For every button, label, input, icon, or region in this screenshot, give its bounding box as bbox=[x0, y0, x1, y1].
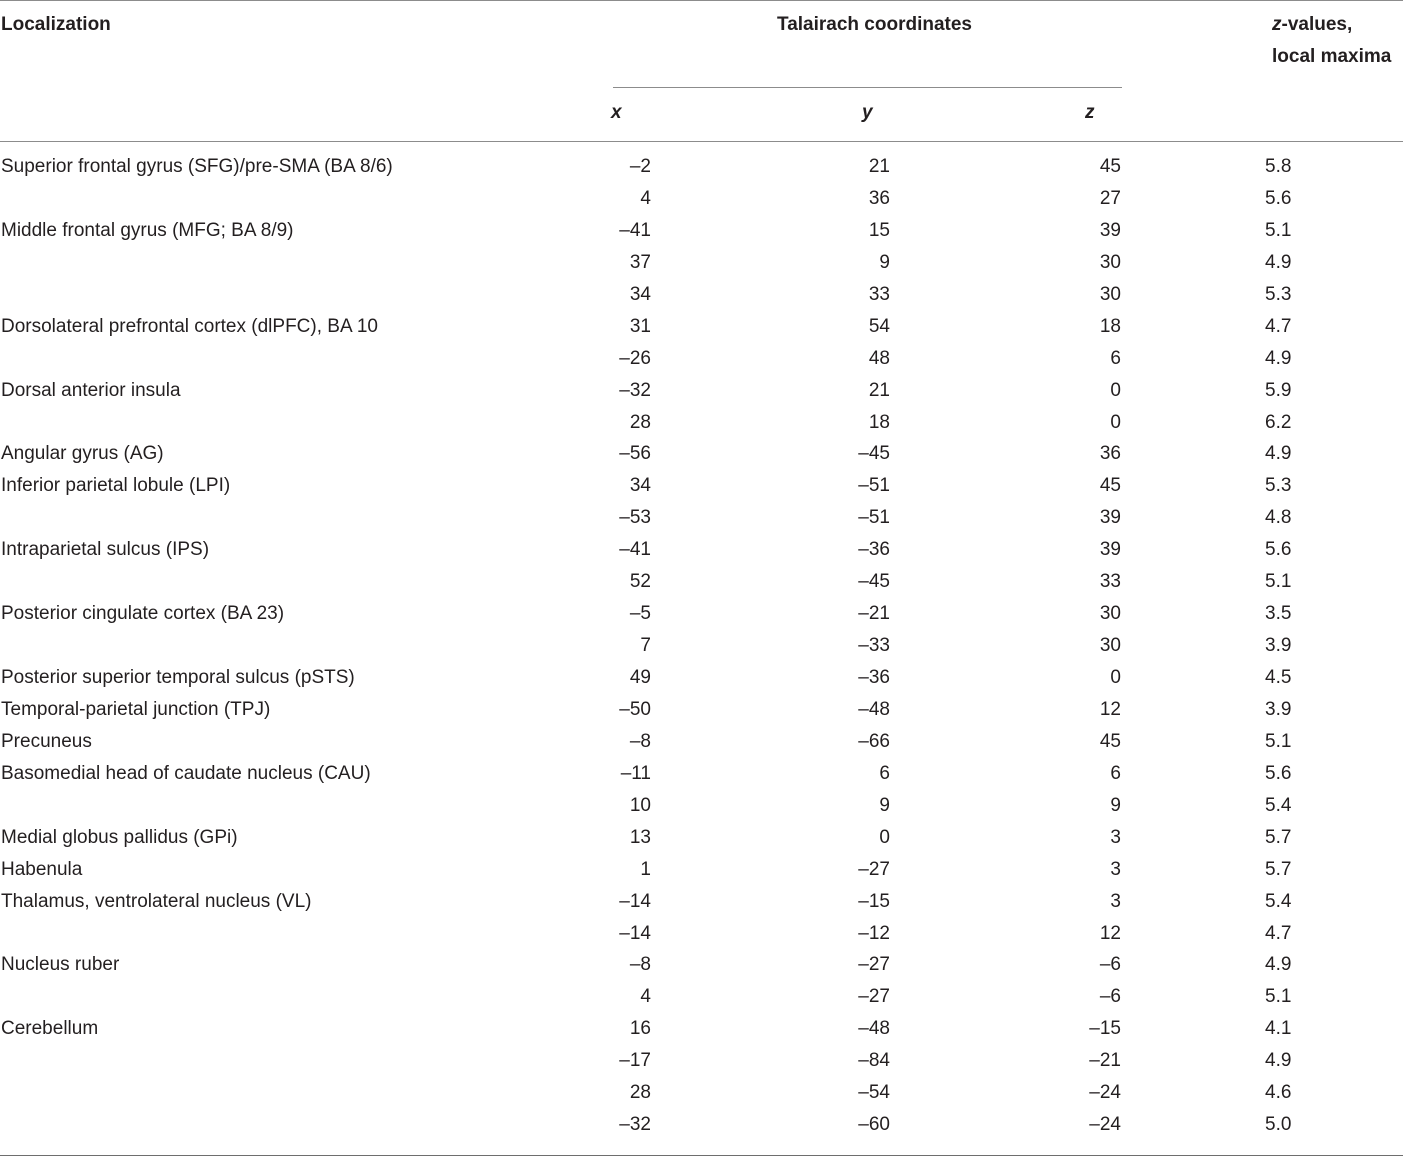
table-row bbox=[0, 470, 1403, 502]
cell-y: –27 bbox=[858, 858, 890, 880]
table-row bbox=[0, 1077, 1403, 1109]
table-row bbox=[0, 407, 1403, 439]
table-row bbox=[0, 279, 1403, 311]
cell-x: 37 bbox=[629, 251, 651, 273]
cell-y: –27 bbox=[858, 954, 890, 976]
cell-localization: Angular gyrus (AG) bbox=[1, 443, 164, 465]
table-row bbox=[0, 981, 1403, 1013]
table-row bbox=[0, 662, 1403, 694]
cell-z: 39 bbox=[1099, 539, 1121, 561]
cell-z-value: 5.9 bbox=[1265, 379, 1292, 401]
cell-z-value: 6.2 bbox=[1265, 411, 1292, 433]
cell-localization: Precuneus bbox=[1, 730, 92, 752]
cell-z-value: 5.6 bbox=[1265, 539, 1292, 561]
cell-y: 48 bbox=[868, 347, 890, 369]
header-localization: Localization bbox=[1, 14, 111, 35]
cell-z: 3 bbox=[1110, 890, 1121, 912]
cell-x: 49 bbox=[629, 667, 651, 688]
cell-x: 4 bbox=[640, 986, 651, 1008]
cell-x: 7 bbox=[640, 635, 651, 657]
cell-x: –50 bbox=[619, 698, 651, 720]
cell-x: –14 bbox=[619, 890, 651, 912]
cell-x: –8 bbox=[629, 730, 651, 752]
table-row bbox=[0, 918, 1403, 950]
cell-z-value: 5.4 bbox=[1265, 794, 1292, 816]
header-z-values-rest: -values, bbox=[1281, 14, 1353, 35]
cell-z-value: 4.7 bbox=[1265, 922, 1292, 944]
cell-x: –32 bbox=[619, 1114, 651, 1136]
cell-z: 12 bbox=[1099, 698, 1121, 720]
cell-z: –24 bbox=[1089, 1082, 1121, 1104]
cell-z-value: 5.0 bbox=[1265, 1114, 1292, 1136]
cell-x: 28 bbox=[629, 1082, 651, 1104]
table-row bbox=[0, 949, 1403, 981]
cell-y: 0 bbox=[879, 826, 890, 848]
cell-y: –36 bbox=[858, 667, 890, 688]
cell-y: 6 bbox=[879, 762, 890, 784]
cell-x: 4 bbox=[640, 187, 651, 209]
cell-y: 33 bbox=[868, 283, 890, 305]
cell-x: 10 bbox=[629, 794, 651, 816]
table-row bbox=[0, 534, 1403, 566]
cell-x: –2 bbox=[629, 156, 651, 177]
cell-z: 27 bbox=[1099, 187, 1121, 209]
header-z-values-line2: local maxima bbox=[1272, 46, 1392, 67]
cell-z: 9 bbox=[1110, 794, 1121, 816]
cell-z: 30 bbox=[1099, 635, 1121, 657]
cell-localization: Basomedial head of caudate nucleus (CAU) bbox=[1, 762, 371, 784]
table-row bbox=[0, 726, 1403, 758]
table-row bbox=[0, 375, 1403, 407]
header-x: x bbox=[611, 102, 622, 123]
table-row bbox=[0, 886, 1403, 918]
cell-localization: Inferior parietal lobule (LPI) bbox=[1, 475, 231, 497]
table-row bbox=[0, 151, 1403, 183]
cell-z: –24 bbox=[1089, 1114, 1121, 1136]
cell-z-value: 5.7 bbox=[1265, 858, 1292, 880]
cell-x: 1 bbox=[640, 858, 651, 880]
table-row bbox=[0, 630, 1403, 662]
cell-x: –32 bbox=[619, 379, 651, 401]
cell-z-value: 3.9 bbox=[1265, 635, 1292, 657]
table-body bbox=[0, 151, 1403, 1141]
cell-localization: Habenula bbox=[1, 858, 83, 880]
cell-y: –66 bbox=[858, 730, 890, 752]
cell-y: –45 bbox=[858, 443, 890, 465]
cell-z: 39 bbox=[1099, 507, 1121, 529]
cell-z-value: 5.3 bbox=[1265, 283, 1292, 305]
cell-z: 6 bbox=[1110, 762, 1121, 784]
cell-localization: Nucleus ruber bbox=[1, 954, 120, 976]
cell-x: –53 bbox=[619, 507, 651, 529]
cell-x: –56 bbox=[619, 443, 651, 465]
cell-z-value: 4.9 bbox=[1265, 251, 1292, 273]
cell-localization: Dorsal anterior insula bbox=[1, 379, 181, 401]
cell-z-value: 4.8 bbox=[1265, 507, 1292, 529]
cell-y: –48 bbox=[858, 698, 890, 720]
cell-z-value: 4.6 bbox=[1265, 1082, 1292, 1104]
cell-localization: Posterior cingulate cortex (BA 23) bbox=[1, 603, 285, 625]
cell-x: 16 bbox=[629, 1018, 651, 1040]
cell-y: –33 bbox=[858, 635, 890, 657]
table-row bbox=[0, 183, 1403, 215]
cell-y: –51 bbox=[858, 475, 890, 497]
cell-z-value: 3.5 bbox=[1265, 603, 1292, 625]
cell-x: –14 bbox=[619, 922, 651, 944]
cell-localization: Thalamus, ventrolateral nucleus (VL) bbox=[1, 890, 312, 912]
cell-z: 39 bbox=[1099, 219, 1121, 241]
cell-z: 45 bbox=[1099, 475, 1121, 497]
table-row bbox=[0, 1013, 1403, 1045]
cell-z: 30 bbox=[1099, 251, 1121, 273]
cell-y: 21 bbox=[868, 379, 890, 401]
cell-z-value: 5.3 bbox=[1265, 475, 1292, 497]
cell-z-value: 5.1 bbox=[1265, 219, 1292, 241]
cell-z-value: 5.7 bbox=[1265, 826, 1292, 848]
table-row bbox=[0, 598, 1403, 630]
cell-z: 30 bbox=[1099, 283, 1121, 305]
cell-y: 21 bbox=[868, 156, 890, 177]
cell-z-value: 5.6 bbox=[1265, 762, 1292, 784]
header-z-values bbox=[1272, 9, 1391, 73]
cell-x: –17 bbox=[619, 1050, 651, 1072]
cell-z: 45 bbox=[1099, 730, 1121, 752]
cell-z-value: 5.1 bbox=[1265, 730, 1292, 752]
cell-y: –51 bbox=[858, 507, 890, 529]
cell-y: –54 bbox=[858, 1082, 890, 1104]
cell-localization: Cerebellum bbox=[1, 1018, 99, 1040]
cell-z: 45 bbox=[1099, 156, 1121, 177]
cell-z-value: 4.5 bbox=[1265, 667, 1292, 688]
table-row bbox=[0, 566, 1403, 598]
table-row bbox=[0, 438, 1403, 470]
cell-z-value: 4.9 bbox=[1265, 443, 1292, 465]
cell-y: 9 bbox=[879, 251, 890, 273]
cell-y: –60 bbox=[858, 1114, 890, 1136]
cell-x: –41 bbox=[619, 539, 651, 561]
cell-z-value: 5.8 bbox=[1265, 156, 1292, 177]
cell-x: 34 bbox=[629, 475, 651, 497]
cell-z-value: 4.1 bbox=[1265, 1018, 1292, 1040]
table-row bbox=[0, 758, 1403, 790]
cell-y: 54 bbox=[868, 315, 890, 337]
header-bottom-rule bbox=[0, 141, 1403, 142]
cell-y: –27 bbox=[858, 986, 890, 1008]
cell-z-value: 3.9 bbox=[1265, 698, 1292, 720]
table-row bbox=[0, 1109, 1403, 1141]
cell-z: 36 bbox=[1099, 443, 1121, 465]
cell-x: –41 bbox=[619, 219, 651, 241]
cell-z: 3 bbox=[1110, 858, 1121, 880]
cell-y: –15 bbox=[858, 890, 890, 912]
table-row bbox=[0, 694, 1403, 726]
cell-x: –5 bbox=[629, 603, 651, 625]
cell-z-value: 5.6 bbox=[1265, 187, 1292, 209]
cell-z-value: 5.1 bbox=[1265, 571, 1292, 593]
cell-localization: Superior frontal gyrus (SFG)/pre-SMA (BA 8/6) bbox=[1, 156, 393, 177]
cell-y: –45 bbox=[858, 571, 890, 593]
cell-z: –6 bbox=[1099, 986, 1121, 1008]
table-row bbox=[0, 1045, 1403, 1077]
cell-y: –12 bbox=[858, 922, 890, 944]
cell-z: 33 bbox=[1099, 571, 1121, 593]
cell-z: 0 bbox=[1110, 379, 1121, 401]
cell-z: 18 bbox=[1099, 315, 1121, 337]
cell-z-value: 4.9 bbox=[1265, 954, 1292, 976]
cell-z: 3 bbox=[1110, 826, 1121, 848]
cell-x: 52 bbox=[629, 571, 651, 593]
cell-z: 0 bbox=[1110, 411, 1121, 433]
cell-localization: Middle frontal gyrus (MFG; BA 8/9) bbox=[1, 219, 294, 241]
cell-localization: Dorsolateral prefrontal cortex (dlPFC), BA 10 bbox=[1, 315, 378, 337]
header-z-values-italic: z bbox=[1272, 14, 1282, 35]
cell-x: –26 bbox=[619, 347, 651, 369]
cell-y: 18 bbox=[868, 411, 890, 433]
cell-z: –15 bbox=[1089, 1018, 1121, 1040]
header-talairach-coordinates: Talairach coordinates bbox=[777, 14, 972, 35]
table-bottom-rule bbox=[0, 1155, 1403, 1156]
table-row bbox=[0, 247, 1403, 279]
table-row bbox=[0, 790, 1403, 822]
cell-z-value: 5.4 bbox=[1265, 890, 1292, 912]
table-row bbox=[0, 502, 1403, 534]
cell-z: 30 bbox=[1099, 603, 1121, 625]
cell-z: –21 bbox=[1089, 1050, 1121, 1072]
table-row bbox=[0, 311, 1403, 343]
cell-y: 9 bbox=[879, 794, 890, 816]
table-row bbox=[0, 854, 1403, 886]
cell-z: 0 bbox=[1110, 667, 1121, 688]
cell-y: –48 bbox=[858, 1018, 890, 1040]
cell-z: 6 bbox=[1110, 347, 1121, 369]
cell-y: 36 bbox=[868, 187, 890, 209]
cell-x: –8 bbox=[629, 954, 651, 976]
cell-localization: Intraparietal sulcus (IPS) bbox=[1, 539, 210, 561]
header-y: y bbox=[862, 102, 873, 123]
cell-localization: Temporal-parietal junction (TPJ) bbox=[1, 698, 271, 720]
cell-z: 12 bbox=[1099, 922, 1121, 944]
cell-y: –21 bbox=[858, 603, 890, 625]
cell-x: 13 bbox=[629, 826, 651, 848]
cell-z-value: 4.9 bbox=[1265, 347, 1292, 369]
cell-localization: Posterior superior temporal sulcus (pSTS) bbox=[1, 667, 355, 688]
cell-z-value: 5.1 bbox=[1265, 986, 1292, 1008]
cell-z-value: 4.9 bbox=[1265, 1050, 1292, 1072]
cell-y: –84 bbox=[858, 1050, 890, 1072]
cell-y: –36 bbox=[858, 539, 890, 561]
cell-z: –6 bbox=[1099, 954, 1121, 976]
header-z: z bbox=[1085, 102, 1095, 123]
cell-localization: Medial globus pallidus (GPi) bbox=[1, 826, 238, 848]
cell-x: 34 bbox=[629, 283, 651, 305]
table-row bbox=[0, 215, 1403, 247]
talairach-subheader-rule bbox=[613, 87, 1122, 88]
cell-x: 28 bbox=[629, 411, 651, 433]
table-row bbox=[0, 343, 1403, 375]
table-row bbox=[0, 822, 1403, 854]
cell-x: –11 bbox=[620, 762, 651, 784]
cell-y: 15 bbox=[868, 219, 890, 241]
cell-x: 31 bbox=[629, 315, 651, 337]
table-top-rule bbox=[0, 0, 1403, 1]
cell-z-value: 4.7 bbox=[1265, 315, 1292, 337]
